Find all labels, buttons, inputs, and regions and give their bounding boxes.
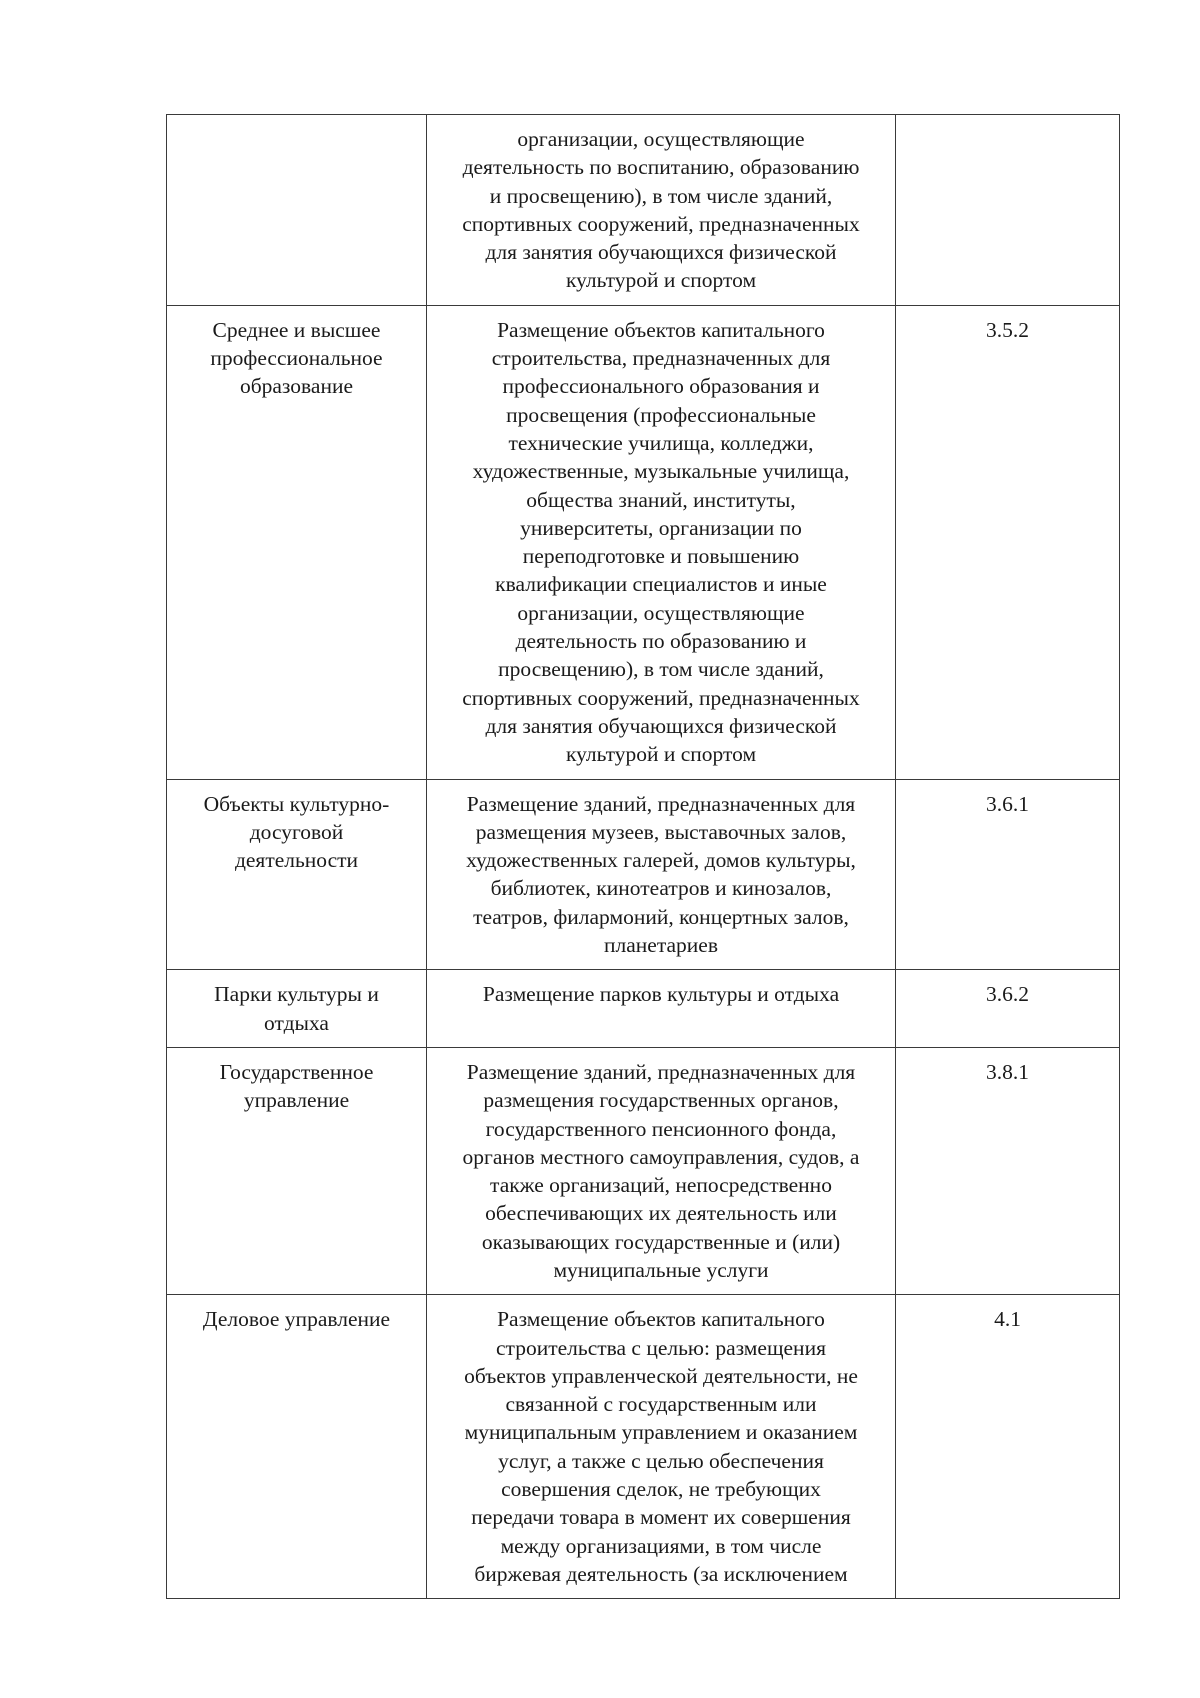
use-name-cell: Среднее и высшее профессиональное образование (167, 305, 427, 779)
use-description-cell: Размещение парков культуры и отдыха (427, 970, 896, 1048)
use-code-cell: 3.6.1 (896, 779, 1120, 970)
use-description-cell: Размещение объектов капитального строительства, предназначенных для профессионального образования и просвещения (профессиональные технические училища, колледжи, художественные, музыкальные училища, общества знаний, институты, университеты, организации по переподготовке и повышению квалификации специалистов и иные организации, осуществляющие деятельность по образованию и просвещению), в том числе зданий, спортивных сооружений, предназначенных для занятия обучающихся физической культурой и спортом (427, 305, 896, 779)
use-description-cell: Размещение зданий, предназначенных для размещения государственных органов, государственного пенсионного фонда, органов местного самоуправления, судов, а также организаций, непосредственно обеспечивающих их деятельность или оказывающих государственные и (или) муниципальные услуги (427, 1047, 896, 1294)
use-name-cell: Объекты культурно- досуговой деятельности (167, 779, 427, 970)
use-name-cell: Парки культуры и отдыха (167, 970, 427, 1048)
table-row (167, 970, 1120, 1048)
use-code-cell: 3.6.2 (896, 970, 1120, 1048)
use-description-cell: организации, осуществляющие деятельность по воспитанию, образованию и просвещению), в том числе зданий, спортивных сооружений, предназначенных для занятия обучающихся физической культурой и спортом (427, 115, 896, 306)
table-row (167, 1047, 1120, 1294)
use-code-cell: 4.1 (896, 1295, 1120, 1599)
land-use-table (166, 114, 1120, 1599)
use-name-cell: Деловое управление (167, 1295, 427, 1599)
table-row (167, 779, 1120, 970)
table-row (167, 1295, 1120, 1599)
use-description-cell: Размещение зданий, предназначенных для размещения музеев, выставочных залов, художественных галерей, домов культуры, библиотек, кинотеатров и кинозалов, театров, филармоний, концертных залов, планетариев (427, 779, 896, 970)
use-code-cell: 3.8.1 (896, 1047, 1120, 1294)
table-row (167, 115, 1120, 306)
table-row (167, 305, 1120, 779)
use-description-cell: Размещение объектов капитального строительства с целью: размещения объектов управленческой деятельности, не связанной с государственным или муниципальным управлением и оказанием услуг, а также с целью обеспечения совершения сделок, не требующих передачи товара в момент их совершения между организациями, в том числе биржевая деятельность (за исключением (427, 1295, 896, 1599)
use-code-cell: 3.5.2 (896, 305, 1120, 779)
use-name-cell (167, 115, 427, 306)
use-code-cell (896, 115, 1120, 306)
use-name-cell: Государственное управление (167, 1047, 427, 1294)
